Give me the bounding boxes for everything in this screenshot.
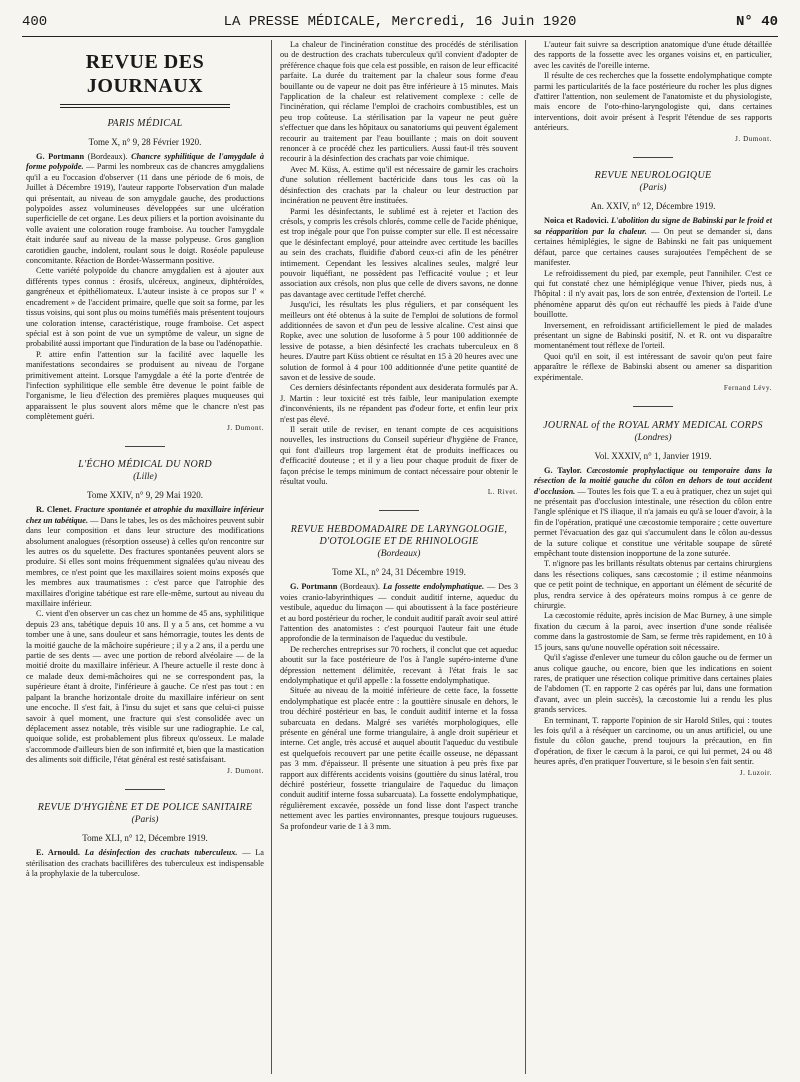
journal-issue: Tome XLI, n° 12, Décembre 1919. <box>82 833 208 844</box>
article-paragraph <box>534 466 772 560</box>
separator <box>280 506 518 516</box>
article-paragraph: Avec M. Küss, A. estime qu'il est nécessaire de garnir les crachoirs d'une solution réellement bactéricide dans tous les cas où la désinfection des crachats par la chaleur ou leur destruction par incinération ne peuvent être instituées. <box>280 164 518 206</box>
journal-city: (Londres) <box>634 432 672 443</box>
article-author: R. Clenet. <box>36 505 72 515</box>
journal-issue: Tome XXIV, n° 9, 29 Mai 1920. <box>86 490 204 501</box>
article-text: — Des 3 voies cranio-labyrinthiques — conduit auditif interne, aqueduc du vestibule, aqueduc du limaçon — qui aboutissent à la face postérieure et au bord postérieur du rocher, le conduit auditif paraît avoir seul attiré l'attention des anatomistes : c'est pourquoi l'auteur fait une étude approfondie de la terminaison de l'aqueduc du vestibule. <box>280 582 518 644</box>
article-paragraph: Quoi qu'il en soit, il est intéressant de savoir qu'on peut faire apparaître le réflexe de Babinski absent ou amener sa disparition expérimentale. <box>534 351 772 382</box>
journal-city: (Paris) <box>639 183 667 194</box>
article-paragraph: Le refroidissement du pied, par exemple, peut l'annihiler. C'est ce qui fut constaté chez une hémiplégique venue l'hiver, pieds nus, à l'hôpital : il n'y avait pas, lors de son entrée, d'extension de l'orteil. Le phénomène apparut dès qu'on eut réchauffé les pieds à l'aide d'une bouillotte. <box>534 268 772 320</box>
author-affiliation: (Bordeaux). <box>337 582 383 592</box>
article-title: La désinfection des crachats tuberculeux. <box>79 848 238 858</box>
column-1 <box>26 40 264 1074</box>
article-paragraph: Cette variété polypoïde du chancre amygdalien est à ajouter aux différents types connus : érosifs, ulcéreux, angineux, diphtéroïdes, gangréneux et épithéliomateux. L'auteur insiste à ce propos sur l' « encadrement » de l'accident primaire, quelle que soit sa forme, par les tissus voisins, qui sont plus ou moins tuméfiés mais présentent toujours une coloration intense, caractéristique, rouge framboise. Cet aspect spécial est à son point de vue un symptôme de valeur, un signe de probabilité aussi important que l'induration de la base ou l'adénopathie. <box>26 266 264 349</box>
article-paragraph: En terminant, T. rapporte l'opinion de sir Harold Stiles, qui : toutes les fois qu'il a à réséquer un carcinome, ou un anus artificiel, ou une fistule du côlon gauche, prend toujours la précaution, en fin d'opération, de fixer le cæcum à la paroi, ce qui lui permet, 24 ou 48 heures après, d'en pratiquer l'ouverture, si le besoin s'en fait sentir. <box>534 715 772 767</box>
article-signature: J. Dumont. <box>227 766 264 775</box>
article-author: G. Portmann <box>36 152 85 161</box>
article-paragraph: Parmi les désinfectants, le sublimé est à rejeter et l'action des crésols, y compris les crésols chlorés, comme celle de l'acide phénique, est trop inégale pour que l'on puisse compter sur elle. Il est nécessaire que le désinfectant employé, pour atteindre avec certitude les bacilles au sein des crachats, fluidifie d'abord ceux-ci afin de les pénétrer intimement. Cependant les lessives alcalines seules, malgré leur pouvoir liquéfiant, ne possèdent pas l'efficacité voulue ; et leur association aux crésols, non plus que celle de divers savons, ne donne pas davantage avec certitude l'effet cherché. <box>280 206 518 299</box>
article-text: — Toutes les fois que T. a eu à pratiquer, chez un sujet qui ne présentait pas d'occlusion intestinale, une résection du côlon entre l'angle splénique et l'S iliaque, il n'a jamais eu qu'à se louer d'avoir, à la fin de l'opération, pratiqué une cæcostomie temporaire ; cette ouverture permet l'évacuation des gaz qui s'accumulent dans le côlon au-dessus de la suture colique et constitue une véritable soupape de sûreté empêchant toute distension inopportune de la zone suturée. <box>534 486 772 559</box>
journal-issue: Vol. XXXIV, n° 1, Janvier 1919. <box>594 450 712 461</box>
journal-city: (Lille) <box>133 472 157 483</box>
journal-name: PARIS MÉDICAL <box>107 118 183 129</box>
article-paragraph <box>26 152 264 266</box>
article-paragraph: C. vient d'en observer un cas chez un homme de 45 ans, syphilitique depuis 23 ans, tabétique depuis 10 ans. Il y a 5 ans, cet homme a vu tomber une à une, sans douleur et sans hémorragie, toutes les dents de la moitié gauche de la mâchoire supérieure ; il y a 2 ans, il a perdu une partie de ses dents — avec une portion de rebord alvéolaire — de la moitié droite du maxillaire inférieur. A l'heure actuelle il reste donc à ce malade deux demi-mâchoires qui ne se correspondent pas, la supérieure étant à droite, l'inférieure à gauche. Ce n'est pas tout : en palpant la branche horizontale droite du maxillaire inférieur on sent une encoche. Il s'est fait, à l'insu du sujet et sans que celui-ci puisse savoir à quel moment, une fracture qui s'est consolidée avec un déplacement assez notable, très visible sur une radiographie. Le cal, quoique solide, est probablement plus fibreux qu'osseux. Le malade s'accommode d'ailleurs bien de son infirmité et, bien que la mastication des aliments soit difficile, l'état général est resté satisfaisant. <box>26 609 264 765</box>
article-signature: L. Rivet. <box>487 488 518 497</box>
column-divider <box>271 40 272 1074</box>
article-paragraph: P. attire enfin l'attention sur la facilité avec laquelle les manifestations secondaires se produisent au niveau de l'organe primitivement atteint. Lorsque l'amygdale a été la porte d'entrée de l'infection syphilitique elle semble être devenue le point faible de l'organisme, le lieu d'élection des premières plaques muqueuses qui apparaissent le plus souvent alors même que le chancre n'est pas complètement guéri. <box>26 349 264 422</box>
article-signature: Fernand Lévy. <box>723 383 772 392</box>
article-title: Fracture spontanée et atrophie du maxillaire inférieur chez un tabétique. <box>26 505 264 525</box>
article-paragraph: La cæcostomie réduite, après incision de Mac Burney, à une simple fixation du cæcum à la paroi, avec insertion d'une sonde réalisée comme dans la gastrostomie de Sam, se ferme très rapidement, en 10 à 15 jours, sans qu'une nouvelle opération soit nécessaire. <box>534 611 772 652</box>
article-paragraph <box>26 505 264 609</box>
page-header <box>22 14 778 36</box>
article-signature: J. Dumont. <box>227 423 264 432</box>
article-author: G. Taylor. <box>544 465 582 475</box>
article-paragraph: L'auteur fait suivre sa description anatomique d'une étude détaillée des rapports de la fossette avec les organes voisins et, en particulier, avec les cavités de l'oreille interne. <box>534 40 772 70</box>
journal-name: REVUE HEBDOMADAIRE DE LARYNGOLOGIE, D'OTOLOGIE ET DE RHINOLOGIE <box>290 524 508 548</box>
article-author: Noica et Radovici. <box>544 216 609 226</box>
separator <box>534 152 772 162</box>
article-paragraph <box>26 848 264 879</box>
article-paragraph: Il résulte de ces recherches que la fossette endolymphatique compte parmi les particularités de la face postérieure du rocher les plus dignes d'attirer l'attention, non seulement de l'anatomiste et du physiologiste, mais encore de l'oto-rhino-laryngologiste qui, dans certaines interventions, doit avoir présent à l'esprit l'étendue de ses rapports antérieurs. <box>534 71 772 133</box>
article-paragraph <box>534 216 772 268</box>
journal-name: JOURNAL of the ROYAL ARMY MEDICAL CORPS <box>543 419 763 431</box>
article-paragraph: Ces derniers désinfectants répondent aux desiderata formulés par A. J. Martin : leur toxicité est très faible, leur manipulation exempte d'inconvénients, ils ne répandent pas d'odeur forte, et enfin leur prix n'est pas élevé. <box>280 383 518 424</box>
separator <box>534 401 772 411</box>
article-paragraph: De recherches entreprises sur 70 rochers, il conclut que cet aqueduc aboutit sur la face postérieure de l'os à l'angle supéro-interne d'une dépression nettement délimitée, recevant à l'état frais le sac endolymphatique et qu'il appelle : la fossette endolymphatique. <box>280 644 518 685</box>
article-paragraph: La chaleur de l'incinération constitue des procédés de stérilisation ou de destruction des crachats tuberculeux qu'il convient d'adopter de préférence chaque fois que cela est possible, en raison de leur efficacité parfaite. La durée du traitement par la chaleur sous forme d'eau bouillante ou de vapeur ne doit pas être inférieure à 15 minutes. Mais l'application de la chaleur est relativement complexe : celle de l'incinération, qui réclame l'emploi de crachoirs combustibles, est un peu trop coûteuse. La stérilisation par la vapeur ne peut guère s'effectuer que dans les hôpitaux ou sanatoriums qui peuvent également recourir au traitement par l'eau bouillante ; mais on doit souvent renoncer à ce procédé chez les particuliers. Aussi faut-il très souvent recourir à la désinfection des crachats par voie chimique. <box>280 40 518 164</box>
article-author: E. Arnould. <box>36 848 80 858</box>
column-divider <box>525 40 526 1074</box>
separator <box>26 784 264 794</box>
article-title: Cæcostomie prophylactique ou temporaire dans la résection de la moitié gauche du côlon en dehors de tout accident d'occlusion. <box>534 465 772 496</box>
article-paragraph: Il serait utile de reviser, en tenant compte de ces acquisitions nouvelles, les instructions du Conseil supérieur d'hygiène de France, qui font d'ailleurs trop largement état de produits inefficaces ou d'efficacité douteuse ; et il y a lieu pour chaque produit de fixer de façon précise le temps minimum de contact nécessaire pour obtenir le résultat voulu. <box>280 425 518 487</box>
separator <box>26 441 264 451</box>
article-title: La fossette endolymphatique. <box>382 582 485 592</box>
journal-name: REVUE D'HYGIÈNE ET DE POLICE SANITAIRE <box>37 802 253 814</box>
article-paragraph: Jusqu'ici, les résultats les plus réguliers, et par conséquent les meilleurs ont été obtenus à la suite de l'emploi de solutions de formol additionnées de savon et d'un peu de lessive alcaline. C'est ainsi que Ropke, avec une solution de lusoforme à 5 pour 100 additionnée de lessive de potasse, a bien désinfecté les crachats tuberculeux en 8 heures. D'autre part Küss obtient ce résultat en 15 à 20 heures avec une solution de formol à 4 pour 100 additionnée d'une petite quantité de savon et de lessive de soude. <box>280 300 518 382</box>
article-text: — On peut se demander si, dans certaines hémiplégies, le signe de Babinski ne fait pas uniquement défaut, parce que certaines causes surajoutées l'empêchent de se manifester. <box>534 226 772 268</box>
article-text: — Parmi les nombreux cas de chancres amygdaliens qu'il a eu l'occasion d'observer (11 dans une période de 6 mois, de Juillet à Décembre 1919), l'auteur rapporte l'observation d'un malade qui présentait, au niveau de son amygdale gauche, des productions polypoïdes assez volumineuses développées sur une ulcération superficielle de cet organe. Les deux piliers et la portion avoisinante du volle avaient une coloration rouge framboise. Au toucher l'amygdale était indurée sauf au niveau de la masse polypeuse. Gros ganglion carotidien gauche, indolent, roulant sous le doigt. Roséole papuleuse concomitante. Réaction de Bordet-Wassermann positive. <box>26 162 264 266</box>
journal-issue: Tome XL, n° 24, 31 Décembre 1919. <box>332 567 466 578</box>
article-author: G. Portmann <box>290 582 338 592</box>
journal-name: REVUE NEUROLOGIQUE <box>594 170 712 182</box>
article-title: Chancre syphilitique de l'amygdale à forme polypoïde. <box>26 152 264 172</box>
newspaper-title: LA PRESSE MÉDICALE, Mercredi, 16 Juin 1920 <box>223 14 577 30</box>
author-affiliation: (Bordeaux). <box>84 152 132 161</box>
article-text: — La stérilisation des crachats bacillifères des tuberculeux est indispensable à la prophylaxie de la tuberculose. <box>26 848 264 879</box>
issue-number: N° 40 <box>735 14 778 30</box>
article-paragraph: Située au niveau de la moitié inférieure de cette face, la fossette endolymphatique est placée entre : la gouttière sinusale en dehors, le trou déchiré postérieur en bas, le conduit auditif interne et la fossa subarcuata en dedans. Malgré ses variétés morphologiques, elle présente en général une forme triangulaire, à angle droit supérieur et interne. Cet angle, très accusé et auquel aboutit l'aqueduc du vestibule est quelquefois recouvert par une petite écaille osseuse, ne dépassant pas 3 mm. d'épaisseur. Il présente une situation à peu près fixe par rapport aux différents accidents voisins (gouttière du sinus latéral, trou déchiré postérieur, fossette triangulaire de l'aqueduc du limaçon conduit auditif interne fossa subarcuata). La fossette endolymphatique, régulièrement excavée, possède un fond lisse dont l'aspect tranche nettement avec les parties environnantes, presque toujours rugueuses. Sa profondeur varie de 1 à 3 mm. <box>280 686 518 831</box>
article-signature: J. Dumont. <box>735 134 772 143</box>
title-rule <box>60 104 230 108</box>
article-paragraph: T. n'ignore pas les brillants résultats obtenus par certains chirurgiens dans les résections coliques, sans cæcostomie ; il estime néanmoins que ce petit point de technique, en apportant un élément de sécurité de plus, rendra service à des opérateurs moins rompus à ce genre de chirurgie. <box>534 559 772 611</box>
journal-issue: Tome X, n° 9, 28 Février 1920. <box>88 137 202 147</box>
journal-issue: An. XXIV, n° 12, Décembre 1919. <box>590 201 716 212</box>
journal-city: (Bordeaux) <box>377 549 421 560</box>
column-2 <box>280 40 518 1074</box>
section-title: REVUE DES JOURNAUX <box>85 51 205 97</box>
column-3 <box>534 40 772 1074</box>
journal-city: (Paris) <box>131 815 159 826</box>
article-text: — Dans le tabes, les os des mâchoires peuvent subir dans leur composition et dans leur structure des modifications absolument analogues (résorption osseuse) à celles qu'on rencontre sur les autres os du squelette. Des fractures spontanées peuvent alors se produire. Si elles sont moins fréquemment signalées qu'au niveau des membres, ce n'est point que les maxillaires soient moins exposés que les membres aux traumatismes : c'est parce que l'atrophie des maxillaires d'origine tabétique est rare elle-même, surtout au niveau du maxillaire inférieur. <box>26 515 264 609</box>
article-paragraph: Qu'il s'agisse d'enlever une tumeur du côlon gauche ou de fermer un anus colique gauche, ou encore, bien que les indications en soient rares, de pratiquer une résection colique primitive dans certaines plaies de l'abdomen (T. en rapporte 2 cas opérés par lui, dans une formation d'avant, avec un plein succès), la cæcostomie lui a rendu les plus grands services. <box>534 653 772 715</box>
article-title: L'abolition du signe de Babinski par le froid et sa réapparition par la chaleur. <box>534 216 772 236</box>
article-paragraph <box>280 582 518 644</box>
header-rule <box>22 36 778 37</box>
page-number: 400 <box>22 14 48 30</box>
article-signature: J. Luzoir. <box>739 768 772 777</box>
journal-name: L'ÉCHO MÉDICAL DU NORD <box>78 459 212 471</box>
article-paragraph: Inversement, en refroidissant artificiellement le pied de malades présentant un signe de Babinski positif, N. et R. ont vu disparaître momentanément tout réflexe de l'orteil. <box>534 320 772 351</box>
